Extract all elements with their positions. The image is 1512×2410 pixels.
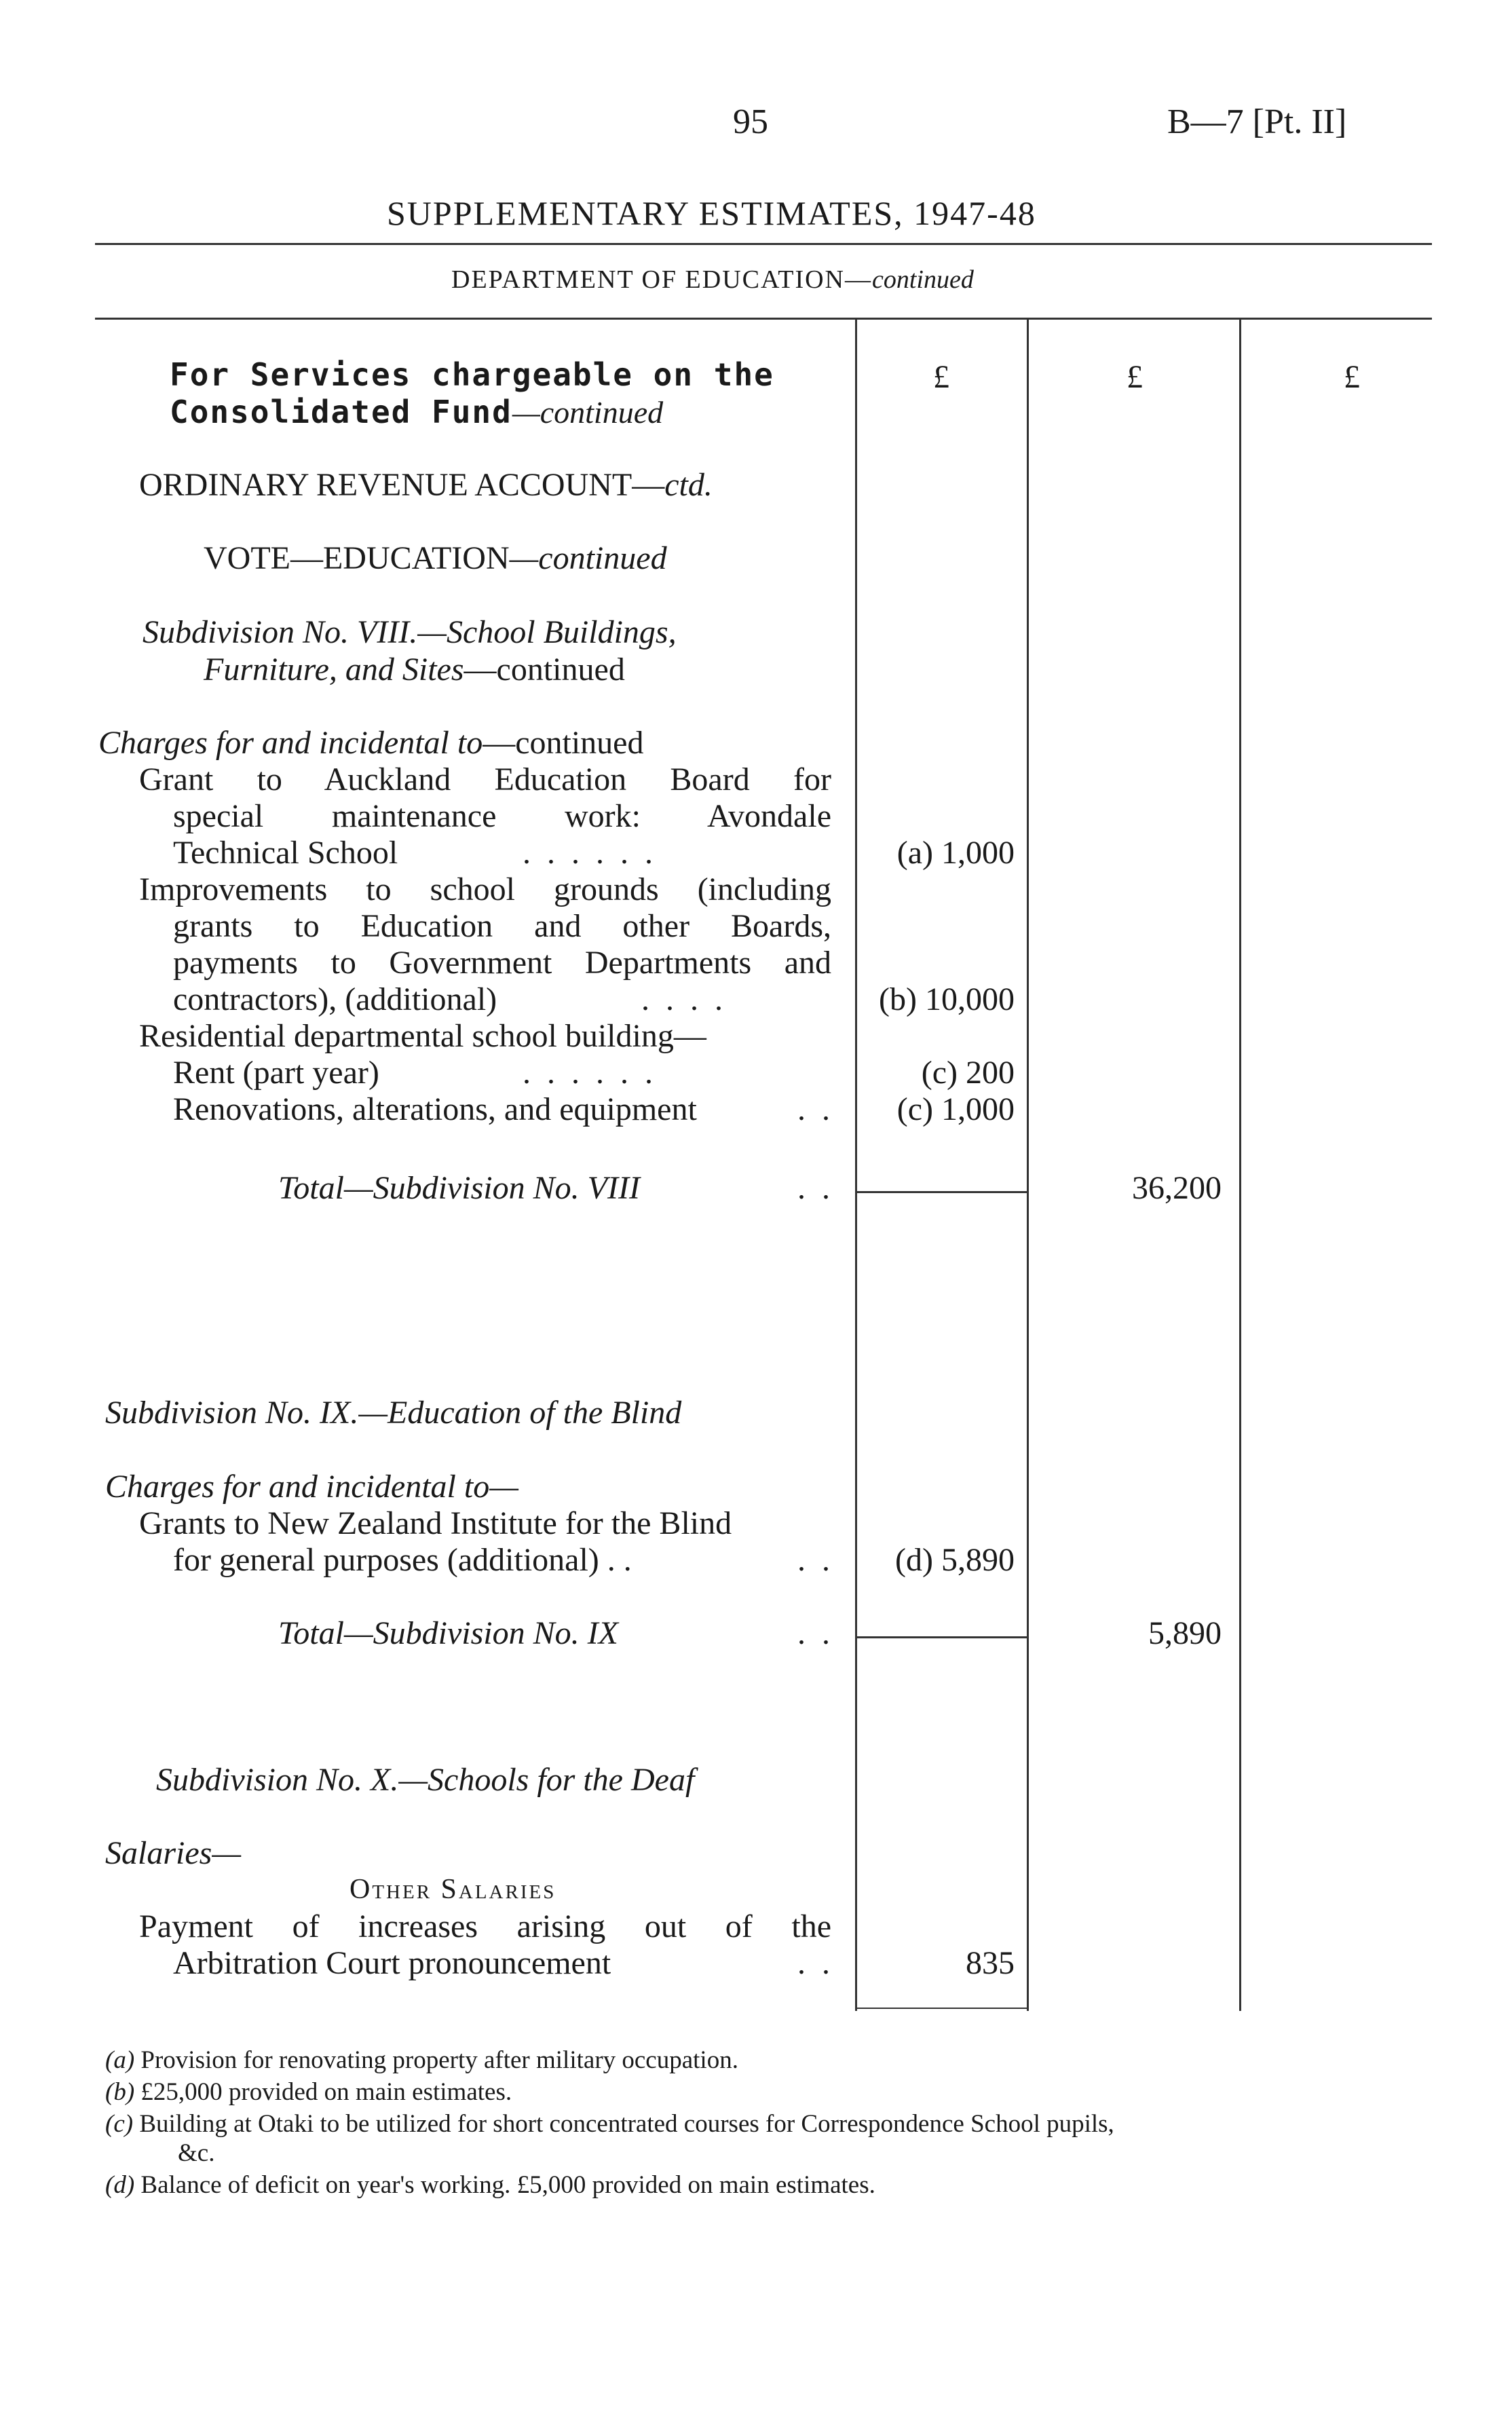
subdiv-8-heading-plain: —continued: [464, 652, 625, 688]
item-improvements-line1: Improvements to school grounds (including: [139, 871, 831, 907]
item-payment-amount: 835: [966, 1945, 1015, 1981]
department-heading: [451, 265, 974, 295]
footnote-d-mark: (d): [105, 2171, 135, 2199]
column-header-1: £: [933, 359, 949, 395]
footnote-c-continued: &c.: [178, 2139, 215, 2167]
table-bottom-rule: [857, 2008, 1027, 2009]
item-blind-line1: Grants to New Zealand Institute for the Blind: [139, 1505, 732, 1541]
subdiv-8-charges-plain: —continued: [483, 725, 644, 761]
subdiv-9-total-amount: 5,890: [1148, 1615, 1222, 1651]
footnote-d: [105, 2170, 875, 2201]
subdiv-9-charges: Charges for and incidental to—: [105, 1469, 518, 1505]
item-residential-line1: Residential departmental school building—: [139, 1018, 706, 1054]
subdiv-10-other-salaries: Other Salaries: [349, 1874, 556, 1905]
item-payment-leader: . .: [797, 1945, 834, 1981]
subdiv-10-heading: Subdivision No. X.—Schools for the Deaf: [156, 1762, 695, 1798]
column-header-2: £: [1127, 359, 1143, 395]
subdiv-9-total-label: Total—Subdivision No. IX: [278, 1615, 618, 1651]
table-top-rule: [95, 318, 1432, 320]
item-auckland-line3: Technical School: [173, 835, 398, 871]
footnote-c-text: Building at Otaki to be utilized for short concentrated courses for Correspondence School pupils,: [139, 2110, 1114, 2138]
document-reference: B—7 [Pt. II]: [1167, 102, 1347, 141]
subdiv-9-total-leader: . .: [797, 1615, 834, 1651]
column-header-3: £: [1344, 359, 1360, 395]
subdiv-10-salaries: Salaries—: [105, 1835, 242, 1871]
item-payment-line1: Payment of increases arising out of the: [139, 1908, 831, 1944]
subdiv-8-total-amount: 36,200: [1132, 1170, 1222, 1206]
subdiv-8-heading-line1: Subdivision No. VIII.—School Buildings,: [143, 614, 677, 650]
services-heading-line2: [170, 394, 663, 430]
subdiv-8-charges-italic: Charges for and incidental to: [98, 725, 483, 761]
subdiv-9-subtotal-rule: [857, 1636, 1027, 1638]
vote-heading: [204, 540, 667, 577]
footnote-b-mark: (b): [105, 2078, 135, 2106]
account-heading: [139, 467, 713, 504]
services-heading-fund: Consolidated Fund: [170, 394, 512, 430]
subdiv-8-heading-italic: Furniture, and Sites: [204, 652, 464, 688]
item-auckland-leader: . . . . . .: [523, 835, 657, 871]
subdiv-8-subtotal-rule: [857, 1191, 1027, 1193]
item-improvements-leader: . . . .: [641, 981, 727, 1017]
footnote-b-text: £25,000 provided on main estimates.: [140, 2078, 512, 2106]
subdiv-8-charges: [98, 725, 643, 761]
item-improvements-line2: grants to Education and other Boards,: [173, 908, 831, 944]
department-suffix: continued: [872, 265, 974, 294]
item-improvements-line3: payments to Government Departments and: [173, 945, 831, 981]
page-number: 95: [733, 102, 768, 141]
item-improvements-amount: (b) 10,000: [879, 981, 1015, 1017]
services-heading-suffix: —continued: [512, 395, 664, 430]
column-rule-2: [1027, 318, 1029, 2011]
footnote-a-text: Provision for renovating property after military occupation.: [140, 2046, 738, 2074]
footnote-a-mark: (a): [105, 2046, 135, 2074]
item-blind-leader: . .: [797, 1542, 834, 1578]
item-renovations: Renovations, alterations, and equipment: [173, 1091, 697, 1127]
item-rent: Rent (part year): [173, 1055, 379, 1091]
item-auckland-amount: (a) 1,000: [896, 835, 1015, 871]
item-auckland-line2: special maintenance work: Avondale: [173, 798, 831, 834]
item-rent-leader: . . . . . .: [523, 1055, 657, 1091]
subdiv-8-total-leader: . .: [797, 1170, 834, 1206]
vote-suffix: —continued: [509, 540, 667, 576]
footnote-d-text: Balance of deficit on year's working. £5,000 provided on main estimates.: [140, 2171, 875, 2199]
item-rent-amount: (c) 200: [921, 1055, 1015, 1091]
column-rule-1: [855, 318, 857, 2011]
item-renovations-amount: (c) 1,000: [896, 1091, 1015, 1127]
column-rule-3: [1239, 318, 1241, 2011]
item-auckland-line1: Grant to Auckland Education Board for: [139, 761, 831, 797]
item-improvements-line4: contractors), (additional): [173, 981, 497, 1017]
department-name: DEPARTMENT OF EDUCATION—: [451, 265, 872, 294]
footnote-c-mark: (c): [105, 2110, 134, 2138]
subdiv-9-heading: Subdivision No. IX.—Education of the Blind: [105, 1395, 682, 1431]
vote-name: VOTE—EDUCATION: [204, 540, 510, 576]
footnote-a: [105, 2045, 738, 2076]
account-name: ORDINARY REVENUE ACCOUNT—: [139, 467, 665, 503]
item-payment-line2: Arbitration Court pronouncement: [173, 1945, 611, 1981]
footnote-b: [105, 2077, 512, 2108]
item-blind-line2: for general purposes (additional) . .: [173, 1542, 632, 1578]
page-title: SUPPLEMENTARY ESTIMATES, 1947-48: [387, 194, 1036, 232]
subdiv-8-heading-line2: [204, 652, 625, 688]
item-blind-amount: (d) 5,890: [895, 1542, 1015, 1578]
services-heading-line1: For Services chargeable on the: [170, 356, 774, 393]
footnote-c: [105, 2109, 1114, 2140]
title-rule: [95, 243, 1432, 245]
subdiv-8-total-label: Total—Subdivision No. VIII: [278, 1170, 640, 1206]
item-renovations-leader: . .: [797, 1091, 834, 1127]
account-suffix: ctd.: [664, 467, 713, 503]
